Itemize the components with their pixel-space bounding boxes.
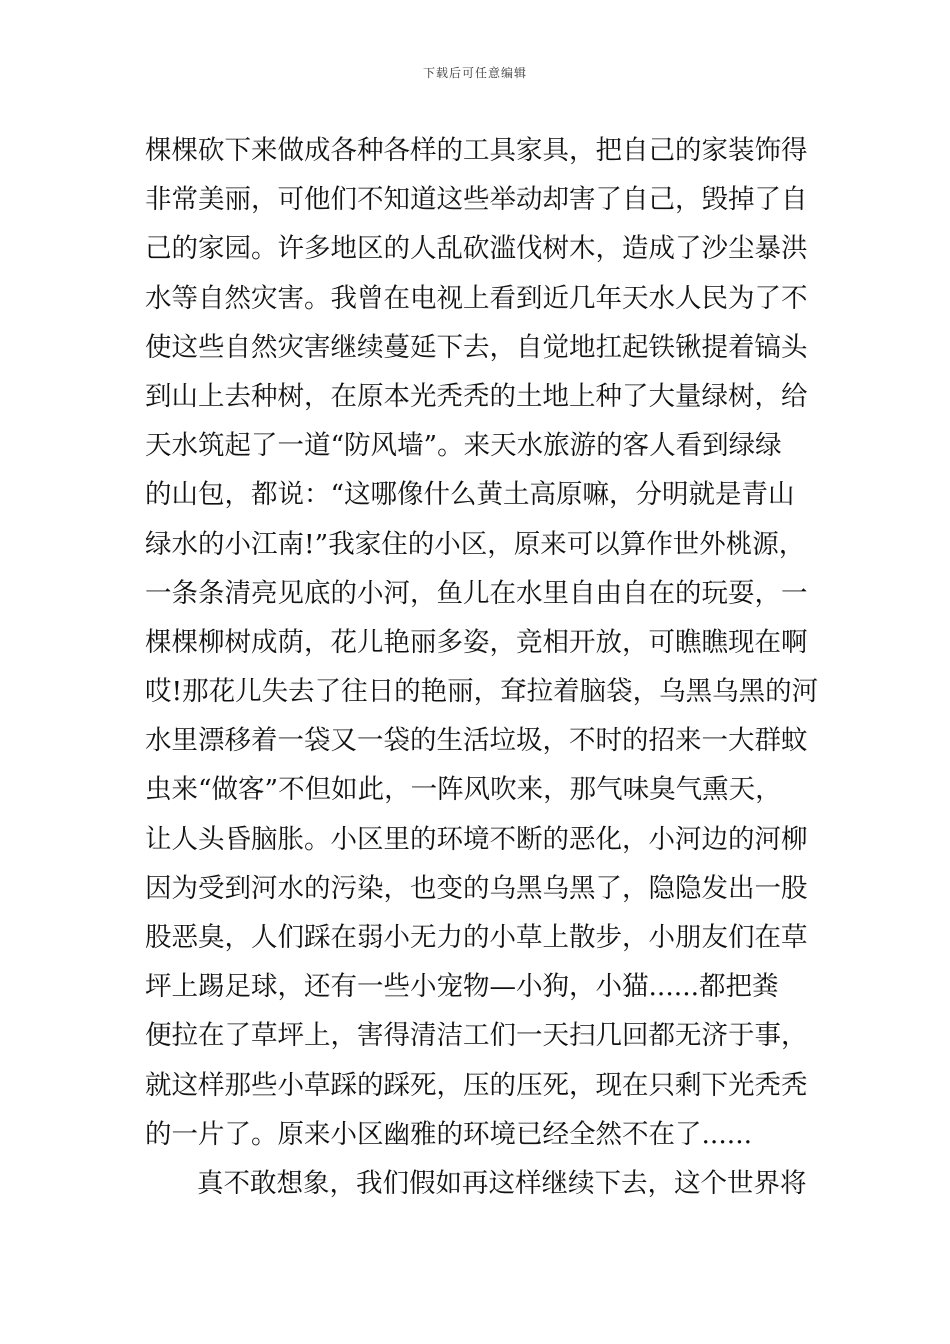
- text-line: 哎!那花儿失去了往日的艳丽，耷拉着脑袋，乌黑乌黑的河: [145, 676, 819, 708]
- text-line: 虫来“做客”不但如此，一阵风吹来，那气味臭气熏天，: [145, 774, 782, 806]
- text-line: 的一片了。原来小区幽雅的环境已经全然不在了......: [145, 1118, 753, 1150]
- text-line: 天水筑起了一道“防风墙”。来天水旅游的客人看到绿绿: [145, 430, 782, 462]
- text-line: 棵棵柳树成荫，花儿艳丽多姿，竞相开放，可瞧瞧现在啊: [145, 626, 808, 658]
- text-line: 的山包，都说：“这哪像什么黄土高原嘛，分明就是青山: [145, 479, 795, 511]
- paragraph-first-line: 真不敢想象，我们假如再这样继续下去，这个世界将: [197, 1167, 807, 1199]
- text-line: 水等自然灾害。我曾在电视上看到近几年天水人民为了不: [145, 282, 808, 314]
- text-line: 棵棵砍下来做成各种各样的工具家具，把自己的家装饰得: [145, 135, 808, 166]
- text-line: 一条条清亮见底的小河，鱼儿在水里自由自在的玩耍，一: [145, 577, 808, 609]
- text-line: 便拉在了草坪上，害得清洁工们一天扫几回都无济于事，: [145, 1020, 808, 1052]
- text-line: 因为受到河水的污染，也变的乌黑乌黑了，隐隐发出一股: [145, 872, 808, 904]
- text-line: 水里漂移着一袋又一袋的生活垃圾，不时的招来一大群蚊: [145, 725, 808, 757]
- body-text: [145, 126, 819, 1208]
- text-line: 己的家园。许多地区的人乱砍滥伐树木，造成了沙尘暴洪: [145, 233, 808, 265]
- text-line: 让人头昏脑胀。小区里的环境不断的恶化，小河边的河柳: [145, 823, 808, 855]
- text-line: 非常美丽，可他们不知道这些举动却害了自己，毁掉了自: [145, 184, 808, 216]
- text-line: 坪上踢足球，还有一些小宠物—小狗，小猫......都把粪: [145, 971, 779, 1003]
- text-line: 使这些自然灾害继续蔓延下去，自觉地扛起铁锹提着镐头: [145, 331, 808, 363]
- text-line: 到山上去种树，在原本光秃秃的土地上种了大量绿树，给: [145, 380, 808, 412]
- text-line: 就这样那些小草踩的踩死，压的压死，现在只剩下光秃秃: [145, 1069, 808, 1101]
- text-line: 股恶臭，人们踩在弱小无力的小草上散步，小朋友们在草: [145, 922, 808, 953]
- page-header: 下载后可任意编辑: [422, 66, 527, 80]
- text-line: 绿水的小江南!”我家住的小区，原来可以算作世外桃源，: [145, 528, 806, 560]
